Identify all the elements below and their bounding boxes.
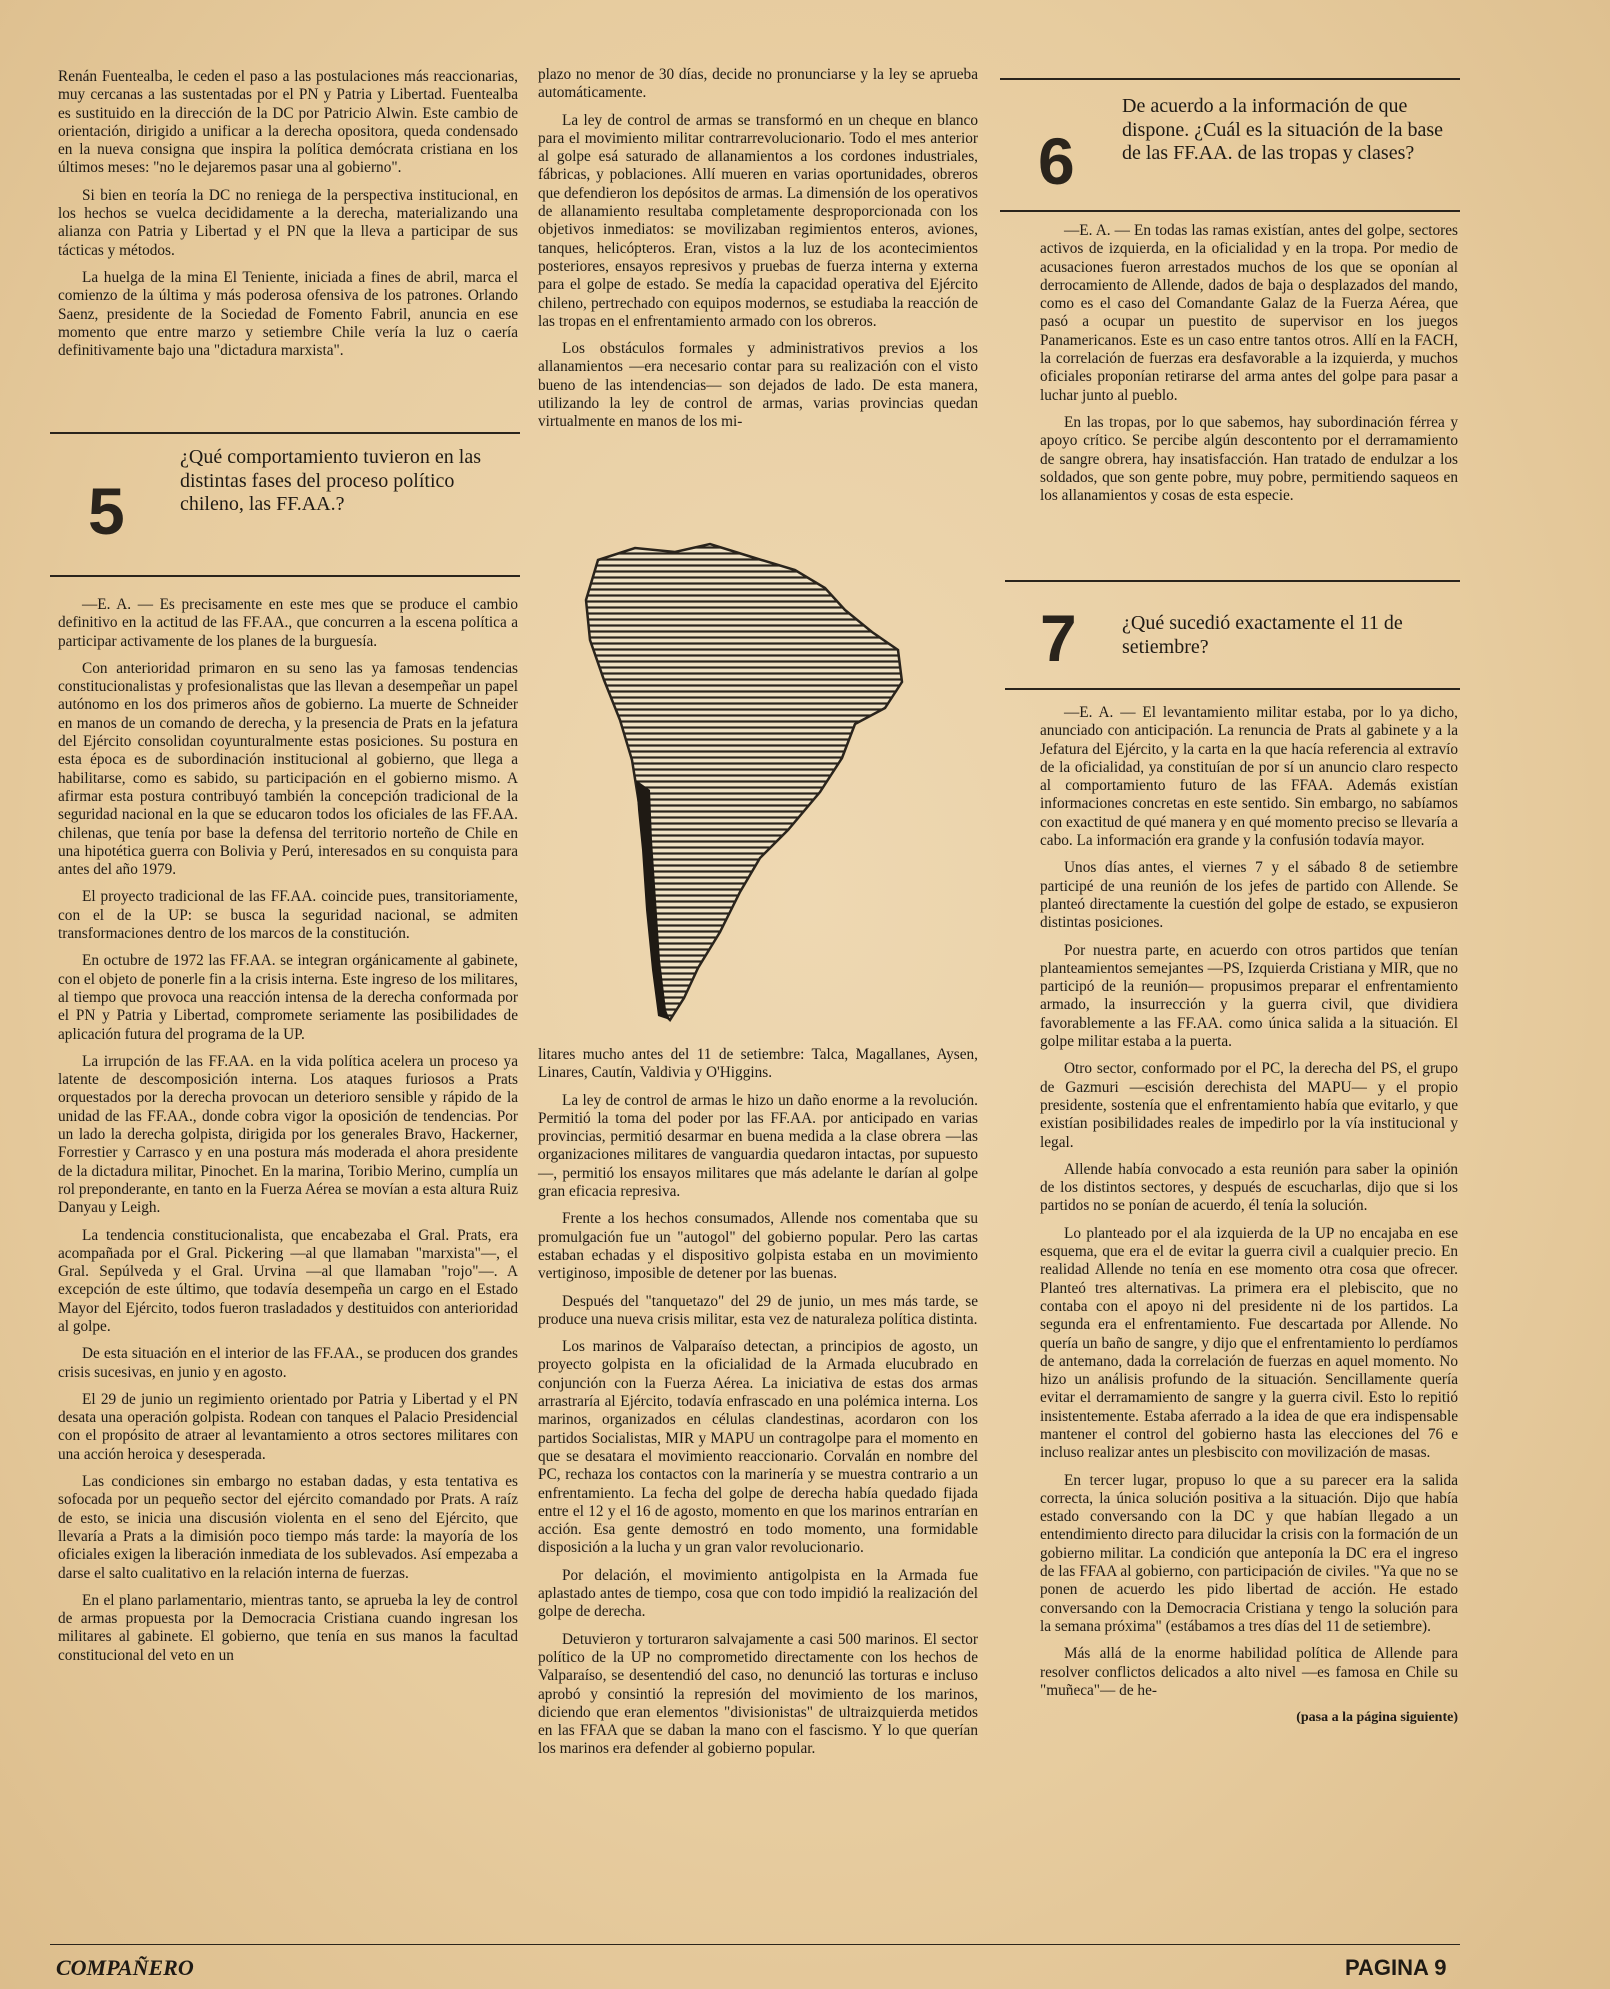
paragraph: En tercer lugar, propuso lo que a su parecer era la salida correcta, la única solución positiva a la situación. Dijo que había estado conversando con la DC y que habían llegado a un entendimiento directo para dilucidar la crisis con la formación de un gobierno militar. La condición que anteponía la DC era el ingreso de las FFAA al gobierno, con participación de civiles. "Ya que no se ponen de acuerdo les pido libertad de acción. He estado conversando con la Democracia Cristiana y tengo la solución para la semana próxima" (estábamos a tres días del 11 de setiembre). — [1040, 1471, 1458, 1635]
paragraph: Los marinos de Valparaíso detectan, a principios de agosto, un proyecto golpista en la oficialidad de la Armada elucubrado en conjunción con la Fuerza Aérea. La iniciativa de estas dos armas arrastraría al Ejército, todavía enfrascado en una polémica interna. Los marinos, organizados en células clandestinas, acordaron con los partidos Socialistas, MIR y MAPU un contragolpe para el momento en que se desatara el movimiento reaccionario. Corvalán en nombre del PC, rechaza los contactos con la marinería y se muestra contrario a un enfrentamiento. La fecha del golpe de derecha había quedado fijada entre el 12 y el 16 de agosto, momento en que los marinos entrarían en acción. Esa gente demostró en todo momento, una formidable disposición a la lucha y un gran valor revolucionario. — [538, 1338, 978, 1557]
footer-rule — [50, 1944, 1460, 1945]
paragraph: Renán Fuentealba, le ceden el paso a las postulaciones más reaccionarias, muy cercanas a las sustentadas por el PN y Patria y Libertad. Fuentealba es sustituido en la dirección de la DC por Patricio Alwin. Este cambio de orientación, dirigido a unificar a la derecha opositora, queda condensado en la nueva consigna que inspira la política demócrata cristiana en los últimos meses: "no le dejaremos pasar una al gobierno". — [58, 68, 518, 177]
footer-publication-name: COMPAÑERO — [56, 1955, 194, 1980]
paragraph: Otro sector, conformado por el PC, la derecha del PS, el grupo de Gazmuri —escisión derechista del MAPU— y el propio presidente, sostenía que el enfrentamiento había que evitarlo, y que existían posibilidades reales de impedirlo por la vía institucional y legal. — [1040, 1060, 1458, 1151]
section-rule — [1005, 688, 1460, 690]
paragraph: El proyecto tradicional de las FF.AA. coincide pues, transitoriamente, con el de la UP: se busca la seguridad nacional, se admiten transformaciones dentro de los marcos de la constitución. — [58, 888, 518, 943]
footer-page-number: PAGINA 9 — [1345, 1955, 1447, 1980]
paragraph: Si bien en teoría la DC no reniega de la perspectiva institucional, en los hechos se vuelca decididamente a la derecha, materializando una alianza con Patria y Libertad y el PN que la lleva a participar de sus tácticas y métodos. — [58, 186, 518, 259]
paragraph: Lo planteado por el ala izquierda de la UP no encajaba en ese esquema, que era el de evitar la guerra civil a cualquier precio. En realidad Allende no tenía en ese momento otra cosa que ofrecer. Planteó tres alternativas. La primera era el plebiscito, que no contaba con el apoyo ni del presidente ni de los partidos. La segunda era el enfrentamiento. Fue descartada por Allende. No quería un baño de sangre, y dijo que el enfrentamiento lo perdíamos de antemano, dada la correlación de fuerzas en aquel momento. No hizo un análisis profundo de la situación. Sencillamente quería evitar el derramamiento de sangre y la guerra civil. Esto lo repitió insistentemente. Estaba aferrado a la idea de que era indispensable mantener el control del gobierno hasta las elecciones del 76 e incluso realizar antes un plesbiscito con movilización de masas. — [1040, 1224, 1458, 1462]
question-6-text: De acuerdo a la información de que dispone. ¿Cuál es la situación de la base de las FF.AA. de las tropas y clases? — [1122, 95, 1444, 164]
paragraph: Con anterioridad primaron en su seno las ya famosas tendencias constitucionalistas y profesionalistas que las llevan a desempeñar un papel autónomo en los dos primeros años de gobierno. La muerte de Schneider en manos de un comando de derecha, y la presencia de Prats en la jefatura del Ejército consolidan coyunturalmente estas posiciones. Su postura en esta época es de subordinación institucional al gobierno, que llega a habilitarse, como es sabido, su participación en el gobierno mismo. A afirmar esta postura contribuyó también la concepción tradicional de la seguridad nacional en la que se educaron todos los oficiales de las FF.AA. chilenas, que tenía por base la defensa del territorio norteño de Chile en una hipotética guerra con Bolivia y Perú, interesados en su conquista para antes del año 1979. — [58, 659, 518, 879]
paragraph: Por nuestra parte, en acuerdo con otros partidos que tenían planteamientos semejantes —PS, Izquierda Cristiana y MIR, que no participó de la reunión— propusimos preparar el enfrentamiento armado, la insurrección y la guerra civil, que dividiera favorablemente a las FF.AA. como única salida a la situación. El golpe militar estaba a la puerta. — [1040, 941, 1458, 1051]
paragraph: La huelga de la mina El Teniente, iniciada a fines de abril, marca el comienzo de la última y más poderosa ofensiva de los patrones. Orlando Saenz, presidente de la Sociedad de Fomento Fabril, anuncia en ese momento que entre marzo y setiembre Chile vería la luz o caería definitivamente bajo una "dictadura marxista". — [58, 268, 518, 360]
paragraph: plazo no menor de 30 días, decide no pronunciarse y la ley se aprueba automáticamente. — [538, 66, 978, 102]
paragraph: Allende había convocado a esta reunión para saber la opinión de los distintos sectores, y después de escucharlas, dijo que si los partidos no se ponían de acuerdo, él tenía la solución. — [1040, 1160, 1458, 1215]
paragraph: Por delación, el movimiento antigolpista en la Armada fue aplastado antes de tiempo, cosa que con todo impidió la realización del golpe de derecha. — [538, 1566, 978, 1621]
paragraph: Detuvieron y torturaron salvajamente a casi 500 marinos. El sector político de la UP no comprometido directamente con los hechos de Valparaíso, se desentendió del caso, no denunció las torturas e incluso aprobó y consintió la represión del movimiento de los marinos, diciendo que eran elementos "divisionistas" de ultraizquierda metidos en las FFAA que se daban la mano con el fascismo. Y lo que querían los marinos era defender al gobierno popular. — [538, 1630, 978, 1758]
question-5-text: ¿Qué comportamiento tuvieron en las distintas fases del proceso político chileno, las FF.AA.? — [180, 446, 482, 515]
question-7-text: ¿Qué sucedió exactamente el 11 de setiembre? — [1122, 612, 1403, 658]
paragraph: La ley de control de armas le hizo un daño enorme a la revolución. Permitió la toma del poder por las FF.AA. por anticipado en varias provincias, permitió desarmar en buena medida a la clase obrera —las organizaciones militares de vanguardia quedaron intactas, por supuesto—, permitió los ensayos militares que más adelante le darían al golpe gran eficacia represiva. — [538, 1091, 978, 1201]
section-rule — [1005, 580, 1460, 582]
paragraph: Unos días antes, el viernes 7 y el sábado 8 de setiembre participé de una reunión de los jefes de partido con Allende. Se planteó directamente la cuestión del golpe de estado, se expusieron distintas posiciones. — [1040, 859, 1458, 932]
section-rule — [1000, 210, 1460, 212]
column-3-top — [1040, 222, 1458, 514]
column-1-body — [58, 596, 518, 1674]
column-1-top — [58, 68, 518, 369]
question-number-6: 6 — [1038, 124, 1075, 198]
paragraph: En las tropas, por lo que sabemos, hay subordinación férrea y apoyo crítico. Se percibe algún descontento por el derramamiento de sangre obrera, hay insatisfacción. Han tratado de endulzar a los soldados, que son gente pobre, muy pobre, permitiendo saqueos en los allanamientos y cosas de esta especie. — [1040, 413, 1458, 505]
section-rule — [50, 575, 520, 577]
paragraph: —E. A. — En todas las ramas existían, antes del golpe, sectores activos de izquierda, en la oficialidad y en la tropa. Por medio de acusaciones fueron arrestados muchos de los que se oponían al derrocamiento de Allende, dados de baja o desplazados del mando, como es el caso del Comandante Galaz de la Fuerza Aérea, que pasó a ocupar un puestito de supervisor en los juegos Panamericanos. Este es un caso entre tantos otros. Allí en la FACH, la correlación de fuerzas era desfavorable a la izquierda, y muchos oficiales proponían retirarse del arma antes del golpe para pasar a luchar junto al pueblo. — [1040, 222, 1458, 404]
paragraph: litares mucho antes del 11 de setiembre: Talca, Magallanes, Aysen, Linares, Cautín, Valdivia y O'Higgins. — [538, 1046, 978, 1082]
section-rule — [1000, 78, 1460, 80]
paragraph: En octubre de 1972 las FF.AA. se integran orgánicamente al gabinete, con el objeto de ponerle fin a la crisis interna. Este ingreso de los militares, al tiempo que provoca una reacción intensa de la derecha conformada por el PN y Patria y Libertad, compromete seriamente las posibilidades de aplicación futura del programa de la UP. — [58, 952, 518, 1043]
paragraph: Después del "tanquetazo" del 29 de junio, un mes más tarde, se produce una nueva crisis militar, esta vez de naturaleza política distinta. — [538, 1292, 978, 1328]
paragraph: —E. A. — Es precisamente en este mes que se produce el cambio definitivo en la actitud de las FF.AA., que concurren a la escena política a participar activamente de los planes de la burguesía. — [58, 596, 518, 650]
section-rule — [50, 432, 520, 434]
continued-note: (pasa a la página siguiente) — [1296, 1710, 1458, 1726]
south-america-map-icon — [580, 540, 910, 1030]
paragraph: El 29 de junio un regimiento orientado por Patria y Libertad y el PN desata una operación golpista. Rodean con tanques el Palacio Presidencial con el propósito de atraer al levantamiento a otros sectores militares con una acción heroica y desesperada. — [58, 1390, 518, 1463]
paragraph: Más allá de la enorme habilidad política de Allende para resolver conflictos delicados a alto nivel —es famosa en Chile su "muñeca"— de he- — [1040, 1645, 1458, 1699]
paragraph: La ley de control de armas se transformó en un cheque en blanco para el movimiento militar contrarrevolucionario. Todo el mes anterior al golpe esá saturado de allanamientos a los cordones industriales, fábricas, y poblaciones. Allí mueren en varias oportunidades, obreros que defendieron los depósitos de armas. La dimensión de los operativos de allanamiento resultaba completamente desproporcionada con los objetivos inmediatos: se movilizaban regimientos enteros, aviones, tanques, helicópteros. Eran, vistos a la luz de los acontecimientos posteriores, ensayos represivos y pruebas de fuerza interna y externa para el golpe de estado. Se medía la capacidad operativa del Ejército chileno, pertrechado con equipos modernos, se estudiaba la reacción de las tropas en el enfrentamiento armado con los obreros. — [538, 111, 978, 330]
paragraph: En el plano parlamentario, mientras tanto, se aprueba la ley de control de armas propuesta por la Democracia Cristiana cuando ingresan los militares al gabinete. El gobierno, que tenía en sus manos la facultad constitucional del veto en un — [58, 1591, 518, 1664]
paragraph: Las condiciones sin embargo no estaban dadas, y esta tentativa es sofocada por un pequeño sector del ejército comandado por Prats. A raíz de esto, se inicia una discusión violenta en el seno del Ejército, que llevaría a Prats a la dimisión poco tiempo más tarde: la mayoría de los oficiales exigen la liberación inmediata de los sublevados. Así empezaba a darse el salto cualitativo en la relación interna de fuerzas. — [58, 1473, 518, 1582]
paragraph: De esta situación en el interior de las FF.AA., se producen dos grandes crisis sucesivas, en junio y en agosto. — [58, 1345, 518, 1381]
column-3-body — [1040, 704, 1458, 1736]
paragraph: Frente a los hechos consumados, Allende nos comentaba que su promulgación fue un "autogol" del gobierno popular. Pero las cartas estaban echadas y el dispositivo golpista estaba en un movimiento vertiginoso, imposible de detener por las buenas. — [538, 1210, 978, 1283]
column-2-body — [538, 1046, 978, 1768]
question-number-5: 5 — [88, 474, 125, 548]
column-2-top — [538, 66, 978, 441]
question-number-7: 7 — [1040, 601, 1077, 675]
paragraph: —E. A. — El levantamiento militar estaba, por lo ya dicho, anunciado con anticipación. La renuncia de Prats al gabinete y a la Jefatura del Ejército, y la carta en la que hacía referencia al extravío de la oficialidad, ya constituían de por sí un anuncio claro respecto al comportamiento futuro de las FFAA. Además existían informaciones concretas en este sentido. Sin embargo, no sabíamos con exactitud de qué manera y en qué momento preciso se llevaría a cabo. La información era grande y la confusión todavía mayor. — [1040, 704, 1458, 850]
paragraph: La tendencia constitucionalista, que encabezaba el Gral. Prats, era acompañada por el Gral. Pickering —al que llamaban "marxista"—, el Gral. Sepúlveda y el Gral. Urvina —al que llamaban "rojo"—. A excepción de este último, que todavía desempeña un cargo en el Estado Mayor del Ejército, todos fueron trasladados y destituidos con anterioridad al golpe. — [58, 1226, 518, 1335]
paragraph: La irrupción de las FF.AA. en la vida política acelera un proceso ya latente de descomposición interna. Los ataques furiosos a Prats orquestados por la derecha provocan un deterioro sensible y rápido de la unidad de las FF.AA., donde cobra vigor la oposición de tendencias. Por un lado la derecha golpista, dirigida por los generales Bravo, Hackerner, Forrestier y Carrasco y en una postura más moderada el ahora presidente de la dictadura militar, Pinochet. En la marina, Toribio Merino, cumplía un rol preponderante, en tanto en la Fuerza Aérea se movían a esta altura Ruiz Danyau y Leigh. — [58, 1052, 518, 1217]
paragraph: Los obstáculos formales y administrativos previos a los allanamientos —era necesario contar para su realización con el visto bueno de las intendencias— son dejados de lado. De esta manera, utilizando la ley de control de armas, varias provincias quedan virtualmente en manos de los mi- — [538, 340, 978, 431]
